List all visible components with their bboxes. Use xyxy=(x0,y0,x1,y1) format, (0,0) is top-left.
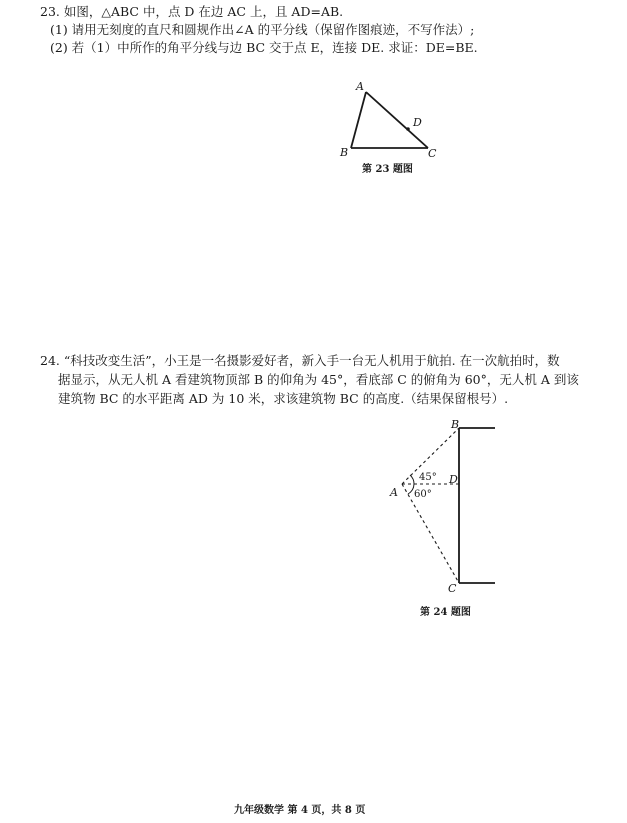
label-c: C xyxy=(448,582,457,595)
angle-45-label: 45° xyxy=(419,472,437,483)
label-b: B xyxy=(340,146,349,159)
page-footer: 九年级数学 第 4 页，共 8 页 xyxy=(234,805,366,816)
label-d: D xyxy=(449,473,458,486)
angle-60-label: 60° xyxy=(414,489,432,500)
label-a: A xyxy=(356,80,364,93)
sight-lines xyxy=(402,428,459,583)
q23-part1: (1) 请用无刻度的直尺和圆规作出∠A 的平分线（保留作图痕迹，不写作法）; xyxy=(50,22,475,37)
q24-line2: 据显示，从无人机 A 看建筑物顶部 B 的仰角为 45°，看底部 C 的俯角为 60°，无人机 A 到该 xyxy=(58,372,579,387)
label-b: B xyxy=(451,418,460,431)
q24-caption: 第 24 题图 xyxy=(420,607,471,618)
q23-part2: (2) 若（1）中所作的角平分线与边 BC 交于点 E，连接 DE. 求证：DE=BE. xyxy=(50,40,478,55)
q24-line3: 建筑物 BC 的水平距离 AD 为 10 米，求该建筑物 BC 的高度.（结果保留根号）. xyxy=(58,391,509,406)
building-bc xyxy=(459,428,495,583)
q23-caption: 第 23 题图 xyxy=(362,164,413,175)
q24-line1: 24. “科技改变生活”，小王是一名摄影爱好者，新入手一台无人机用于航拍. 在一次航拍时，数 xyxy=(40,353,560,368)
q23-stem: 23. 如图，△ABC 中，点 D 在边 AC 上，且 AD=AB. xyxy=(40,4,344,19)
label-d: D xyxy=(413,116,422,129)
angle-arc-45 xyxy=(410,475,414,484)
label-a: A xyxy=(390,486,398,499)
label-c: C xyxy=(428,147,437,160)
